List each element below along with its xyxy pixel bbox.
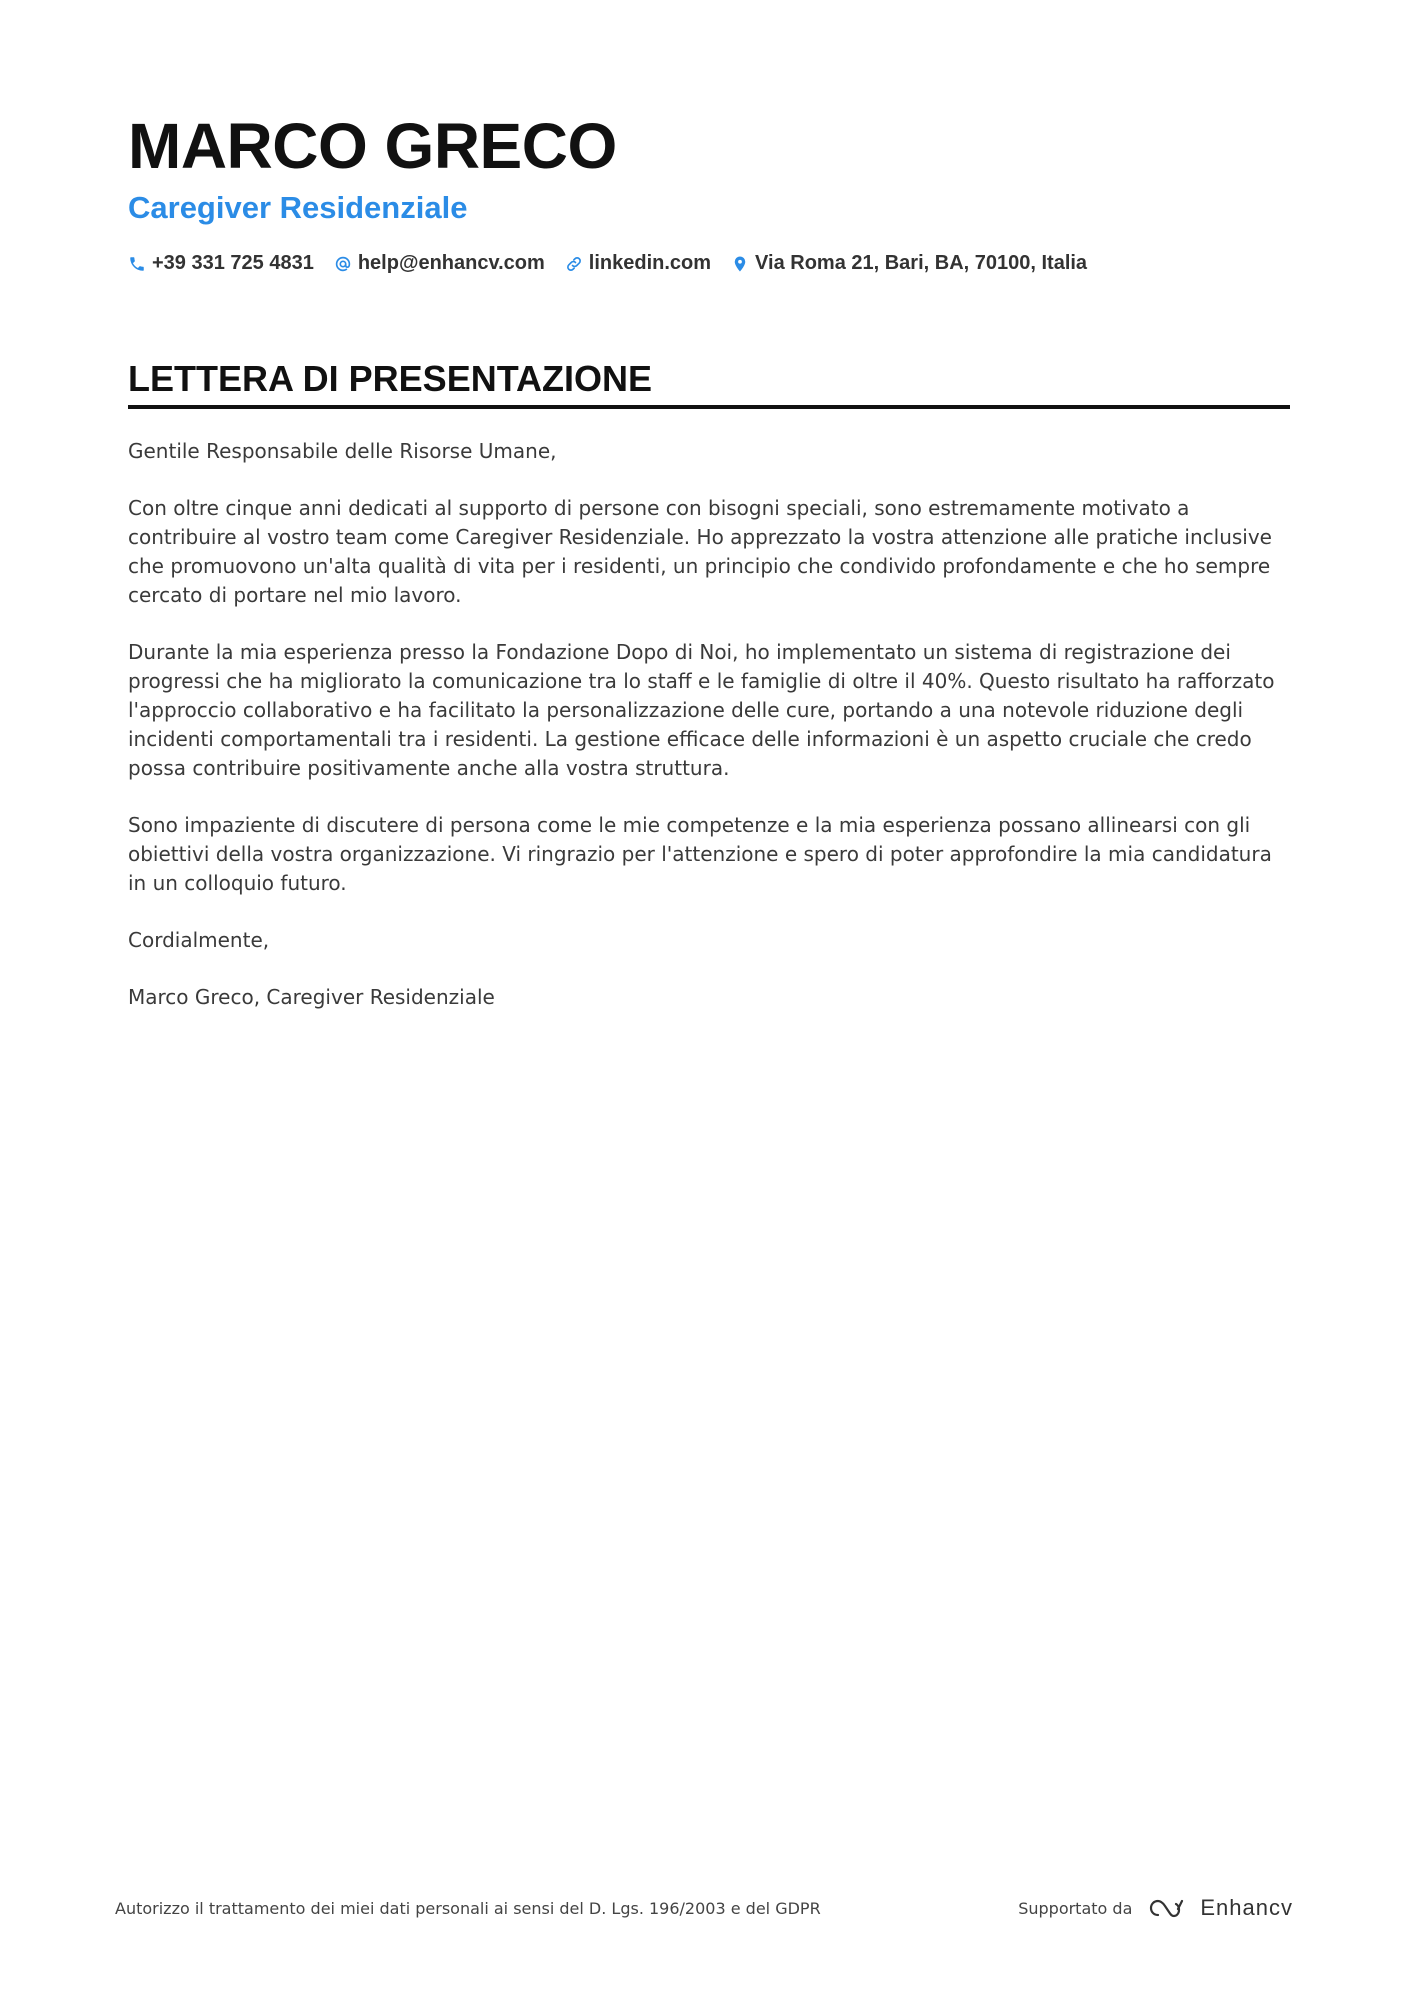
- letter-paragraph: Durante la mia esperienza presso la Fondazione Dopo di Noi, ho implementato un sistema di registrazione dei progressi che ha migliorato la comunicazione tra lo staff e le famiglie di oltre il 40%. Questo risultato ha rafforzato l'approccio collaborativo e ha facilitato la personalizzazione delle cure, portando a una notevole riduzione degli incidenti comportamentali tra i residenti. La gestione efficace delle informazioni è un aspetto cruciale che credo possa contribuire positivamente anche alla vostra struttura.: [128, 640, 1275, 780]
- contact-address-text: Via Roma 21, Bari, BA, 70100, Italia: [755, 252, 1088, 274]
- contact-bar: [128, 252, 1290, 275]
- contact-address: [731, 252, 1087, 275]
- candidate-name: MARCO GRECO: [128, 110, 617, 182]
- section-title: LETTERA DI PRESENTAZIONE: [128, 357, 1290, 409]
- letter-paragraph: Sono impaziente di discutere di persona come le mie competenze e la mia esperienza possano allinearsi con gli obiettivi della vostra organizzazione. Vi ringrazio per l'attenzione e spero di poter approfondire la mia candidatura in un colloquio futuro.: [128, 813, 1272, 895]
- letter-body: [128, 437, 1290, 1012]
- footer: [115, 1895, 1293, 1921]
- location-pin-icon: [731, 255, 749, 273]
- at-icon: [334, 255, 352, 273]
- contact-email[interactable]: [334, 252, 545, 275]
- brand-credit[interactable]: [1018, 1895, 1293, 1921]
- contact-phone-text: +39 331 725 4831: [152, 252, 314, 274]
- letter-signature: Marco Greco, Caregiver Residenziale: [128, 985, 495, 1009]
- contact-linkedin[interactable]: [565, 252, 711, 275]
- contact-email-text: help@enhancv.com: [357, 252, 545, 274]
- link-icon: [565, 255, 583, 273]
- phone-icon: [128, 255, 146, 273]
- brand-name: Enhancv: [1200, 1895, 1293, 1920]
- contact-phone[interactable]: [128, 252, 314, 275]
- letter-greeting: Gentile Responsabile delle Risorse Umane,: [128, 439, 557, 463]
- letter-paragraph: Con oltre cinque anni dedicati al supporto di persone con bisogni speciali, sono estremamente motivato a contribuire al vostro team come Caregiver Residenziale. Ho apprezzato la vostra attenzione alle pratiche inclusive che promuovono un'alta qualità di vita per i residenti, un principio che condivido profondamente e che ho sempre cercato di portare nel mio lavoro.: [128, 496, 1272, 607]
- enhancv-logo-icon: [1144, 1896, 1190, 1920]
- cover-letter-page: [128, 110, 1290, 1040]
- letter-closing: Cordialmente,: [128, 928, 270, 952]
- contact-linkedin-text: linkedin.com: [588, 252, 712, 274]
- supported-by-label: Supportato da: [1018, 1898, 1133, 1918]
- consent-text: Autorizzo il trattamento dei miei dati personali ai sensi del D. Lgs. 196/2003 e del GDPR: [115, 1898, 821, 1918]
- job-title: Caregiver Residenziale: [128, 190, 468, 225]
